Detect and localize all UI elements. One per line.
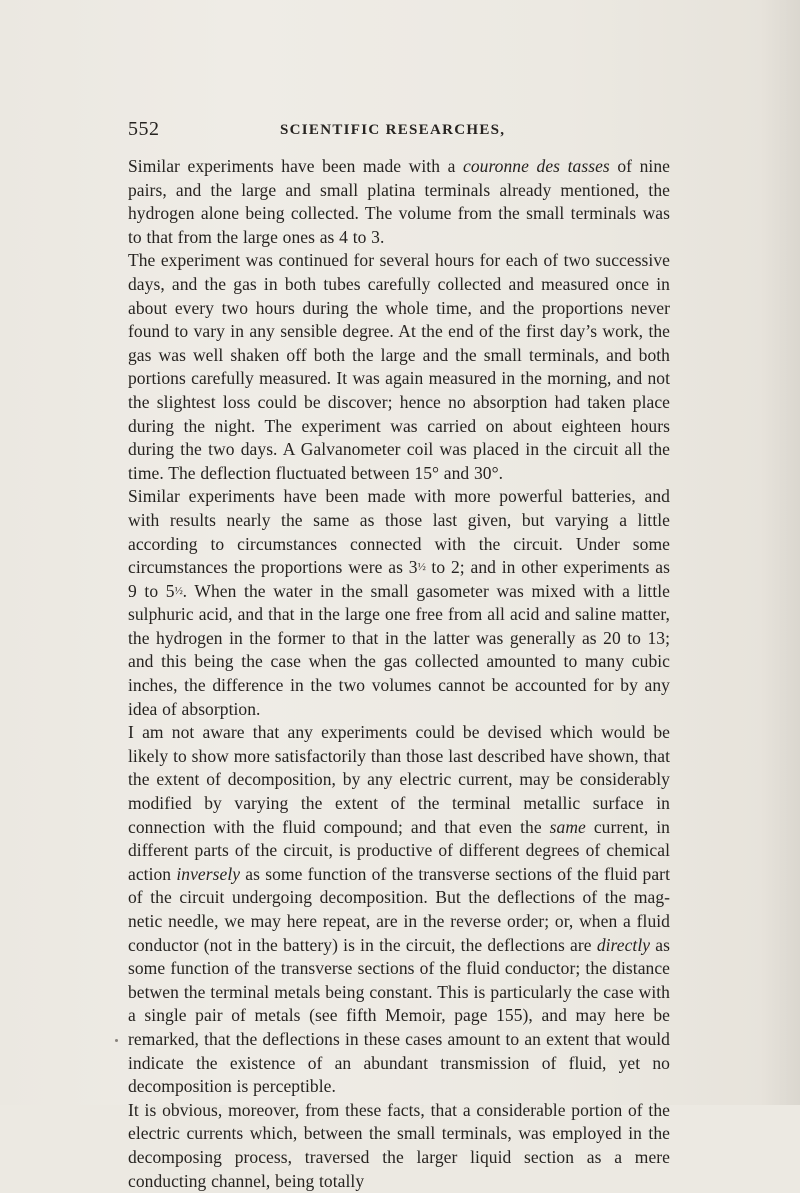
fraction-half: ½ <box>174 584 183 597</box>
page-number: 552 <box>128 118 160 140</box>
paragraph-1 <box>128 155 670 249</box>
emphasis-couronne: couronne des tasses <box>463 156 610 176</box>
paragraph-4-text-a: I am not aware that any experiments could be devised which would be likely to show more satisfactorily than those last described have shown, that the extent of decomposition, by any electric current, may be considerably modified by varying the extent of the terminal metallic surface in connection with the fluid compound; and that even the <box>128 722 670 837</box>
paragraph-4-text-b: current, in different parts of the circuit, is productive of different degrees of chemical action <box>128 816 670 884</box>
paragraph-3-text-a: Similar experiments have been made with more powerful batteries, and with results nearly the same as those last given, but varying a little according to circumstances connected with the circuit. Under some circumstances the proportions were as 3 <box>128 486 670 578</box>
emphasis-inversely: inversely <box>176 863 241 884</box>
paragraph-3-text-b: to 2; and in other experiments as 9 to 5 <box>128 557 671 601</box>
paragraph-4 <box>128 721 670 1099</box>
paragraph-2: The experiment was continued for several hours for each of two successive days, and the gas in both tubes carefully collected and measured once in about every two hours during the whole time, and the proportions never found to vary in any sensible degree. At the end of the first day’s work, the gas was well shaken off both the large and the small terminals, and both portions carefully measured. It was again measured in the morning, and not the slightest loss could be discover; hence no absorption had taken place during the night. The experiment was carried on about eighteen hours during the two days. A Galvanometer coil was placed in the circuit all the time. The deflection fluctuated between 15° and 30°. <box>128 250 670 483</box>
fraction-half: ½ <box>417 561 426 574</box>
page-header <box>128 118 670 146</box>
page-speck <box>115 1039 118 1042</box>
emphasis-same: same <box>549 816 586 837</box>
running-head: SCIENTIFIC RESEARCHES, <box>280 122 506 138</box>
paragraph-3-text-c: . When the water in the small gasometer was mixed with a little sulphuric acid, and that in the large one free from all acid and saline matter, the hydrogen in the former to that in the latter was generally as 20 to 13; and this being the case when the gas collected amounted to many cubic inches, the difference in the two volumes cannot be accounted for by any idea of absorption. <box>128 580 671 719</box>
paragraph-1-text-a: Similar experiments have been made with a <box>128 156 464 176</box>
emphasis-directly: directly <box>596 934 651 955</box>
paragraph-4-text-c: as some function of the transverse sections of the fluid part of the circuit undergoing decomposition. But the deflections of the magnetic needle, we may here repeat, are in the reverse order; or, when a fluid conductor (not in the battery) is in the circuit, the deflections are <box>128 863 670 955</box>
paragraph-3 <box>128 485 670 721</box>
paragraph-4-text-d: as some function of the transverse sections of the fluid conductor; the distance betwen the terminal metals being constant. This is particularly the case with a single pair of metals (see fifth Memoir, page 155), and may here be remarked, that the deflections in these cases amount to an extent that would indicate the existence of an abundant transmission of fluid, yet no decomposition is perceptible. <box>128 934 670 1097</box>
body-text <box>128 155 670 1193</box>
paragraph-1-text-b: of nine pairs, and the large and small platina terminals already mentioned, the hydrogen alone being collected. The volume from the small terminals was to that from the large ones as 4 to 3. <box>128 156 670 247</box>
paragraph-5: It is obvious, moreover, from these facts, that a considerable portion of the electric currents which, between the small terminals, was employed in the decomposing process, traversed the larger liquid section as a mere conducting channel, being totally <box>128 1099 670 1191</box>
